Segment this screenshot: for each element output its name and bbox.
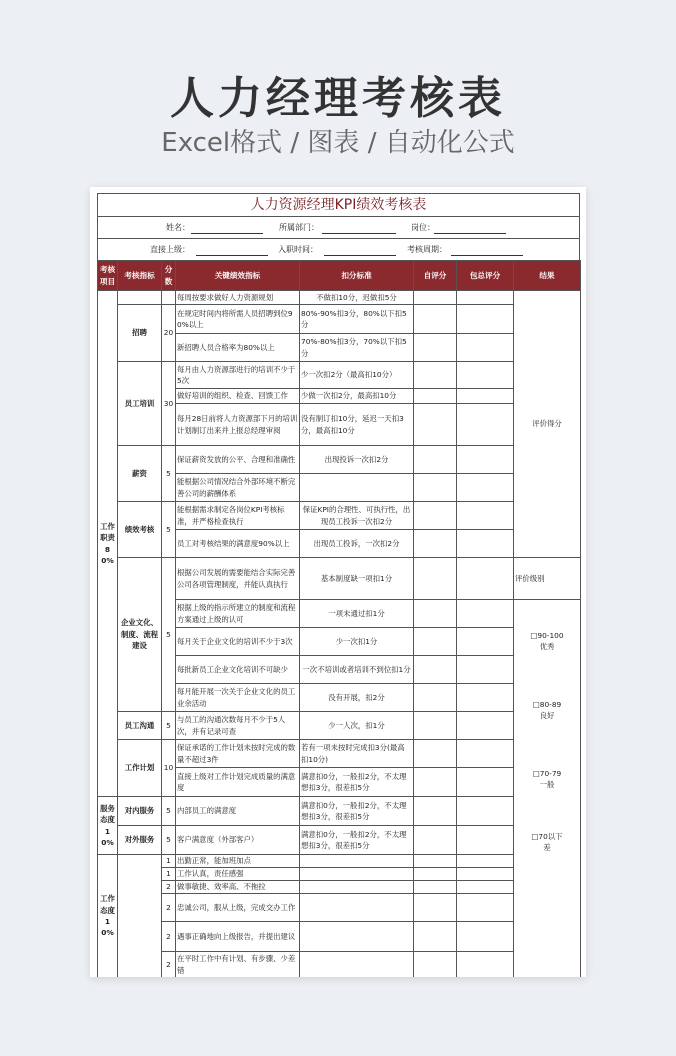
indicator-cell: 对内服务 [118,797,162,826]
sheet-title: 人力资源经理KPI绩效考核表 [97,193,580,216]
deduction-cell: 没有制订扣10分，延迟一天扣3分，最高扣10分 [300,404,414,446]
self-score-cell[interactable] [414,305,457,334]
col-header-score: 分数 [162,261,176,291]
deduction-cell: 满意扣0分，一般扣2分，不太理想扣3分，很差扣5分 [300,826,414,855]
department-label: 所属部门： [279,223,319,232]
self-score-cell[interactable] [414,404,457,446]
self-score-cell[interactable] [414,740,457,768]
indicator-cell: 企业文化、制度、流程建设 [118,558,162,712]
evaluator-score-cell[interactable] [457,404,514,446]
kpi-cell: 客户满意度（外部客户） [176,826,300,855]
table-row [98,952,581,978]
col-header-kpi: 关键绩效指标 [176,261,300,291]
category-service: 服务态度10% [98,797,118,855]
grade-options [514,600,581,978]
deduction-cell: 少一次扣1分 [300,628,414,656]
score-cell: 5 [162,558,176,712]
kpi-cell: 保证薪资发放的公平、合理和准确性 [176,446,300,474]
evaluator-score-cell[interactable] [457,389,514,404]
deduction-cell [300,922,414,952]
evaluator-score-cell[interactable] [457,474,514,502]
evaluator-score-cell[interactable] [457,712,514,740]
self-score-cell[interactable] [414,855,457,868]
col-header-indicator: 考核指标 [118,261,162,291]
self-score-cell[interactable] [414,922,457,952]
table-row [98,362,581,389]
kpi-cell: 每月关于企业文化的培训不少于3次 [176,628,300,656]
col-header-self: 自评分 [414,261,457,291]
deduction-cell [300,894,414,922]
table-row [98,502,581,530]
evaluator-score-cell[interactable] [457,656,514,684]
table-row [98,446,581,474]
kpi-cell: 新招聘人员合格率为80%以上 [176,334,300,362]
evaluator-score-cell[interactable] [457,291,514,305]
evaluator-score-cell[interactable] [457,502,514,530]
score-cell: 1 [162,855,176,868]
deduction-cell: 一次不培训或者培训不到位扣1分 [300,656,414,684]
self-score-cell[interactable] [414,881,457,894]
evaluator-score-cell[interactable] [457,868,514,881]
score-cell: 5 [162,502,176,558]
deduction-cell: 满意扣0分，一般扣2分，不太理想扣3分，很差扣5分 [300,768,414,797]
indicator-cell [118,855,162,978]
score-cell: 5 [162,712,176,740]
kpi-cell: 遇事正确地向上级报告，并提出建议 [176,922,300,952]
self-score-cell[interactable] [414,600,457,628]
evaluator-score-cell[interactable] [457,684,514,712]
deduction-cell: 80%-90%扣3分，80%以下扣5分 [300,305,414,334]
table-row [98,740,581,768]
evaluator-score-cell[interactable] [457,305,514,334]
deduction-cell: 少一人次，扣1分 [300,712,414,740]
kpi-cell: 直接上级对工作计划完成质量的满意度 [176,768,300,797]
grade-option-excellent[interactable]: □90-100 优秀 [530,631,564,652]
evaluator-score-cell[interactable] [457,446,514,474]
self-score-cell[interactable] [414,502,457,530]
self-score-cell[interactable] [414,894,457,922]
score-cell: 5 [162,826,176,855]
category-attitude: 工作态度10% [98,855,118,978]
result-grade-label: 评价级别 [514,558,581,600]
self-score-cell[interactable] [414,656,457,684]
page-title: 人力经理考核表 [170,73,506,124]
table-row [98,305,581,334]
kpi-cell: 根据公司发展的需要能结合实际完善公司各项管理制度，并能认真执行 [176,558,300,600]
table-row [98,922,581,952]
deduction-cell [300,952,414,978]
supervisor-label: 直接上级： [150,245,190,254]
evaluator-score-cell[interactable] [457,362,514,389]
kpi-cell: 每月由人力资源部进行的培训不少于5次 [176,362,300,389]
deduction-cell [300,855,414,868]
kpi-cell: 内部员工的满意度 [176,797,300,826]
deduction-cell: 不做扣10分，迟做扣5分 [300,291,414,305]
kpi-cell: 每月28日前将人力资源部下月的培训计划制订出来并上报总经理审阅 [176,404,300,446]
kpi-cell: 每批新员工企业文化培训不可缺少 [176,656,300,684]
deduction-cell: 少做一次扣2分，最高扣10分 [300,389,414,404]
evaluator-score-cell[interactable] [457,894,514,922]
kpi-cell: 能根据需求制定各岗位KPI考核标准，并严格检查执行 [176,502,300,530]
evaluator-score-cell[interactable] [457,922,514,952]
deduction-cell: 基本制度缺一项扣1分 [300,558,414,600]
grade-option-average[interactable]: □70-79 一般 [532,768,562,790]
indicator-cell: 招聘 [118,305,162,362]
evaluator-score-cell[interactable] [457,797,514,826]
evaluator-score-cell[interactable] [457,628,514,656]
deduction-cell: 少一次扣2分（最高扣10分） [300,362,414,389]
grade-option-poor[interactable]: □70以下 差 [531,831,563,853]
kpi-cell: 能根据公司情况结合外部环境不断完善公司的薪酬体系 [176,474,300,502]
score-cell: 30 [162,362,176,446]
entry-date-label: 入职时间： [278,245,318,254]
col-header-evaluator: 包总评分 [457,261,514,291]
kpi-cell: 保证承诺的工作计划未按时完成的数量不超过3件 [176,740,300,768]
col-header-result: 结果 [514,261,581,291]
kpi-cell: 与员工的沟通次数每月不少于5人次，并有记录可查 [176,712,300,740]
position-label: 岗位： [411,223,435,232]
table-row [98,894,581,922]
self-score-cell[interactable] [414,684,457,712]
entry-date-field[interactable] [324,243,396,256]
evaluator-score-cell[interactable] [457,334,514,362]
category-work: 工作职责80% [98,291,118,797]
score-cell: 2 [162,922,176,952]
info-row-1 [97,216,580,238]
deduction-cell: 出现投诉一次扣2分 [300,446,414,474]
table-row [98,558,581,600]
info-row-2 [97,238,580,260]
score-cell: 10 [162,740,176,797]
deduction-cell: 70%-80%扣3分，70%以下扣5分 [300,334,414,362]
score-cell: 2 [162,952,176,978]
evaluator-score-cell[interactable] [457,530,514,558]
indicator-cell: 员工培训 [118,362,162,446]
evaluator-score-cell[interactable] [457,881,514,894]
deduction-cell: 一项未通过扣1分 [300,600,414,628]
evaluator-score-cell[interactable] [457,740,514,768]
table-row [98,881,581,894]
period-field[interactable] [451,243,523,256]
kpi-cell: 根据上级的指示所建立的制度和流程方案通过上级的认可 [176,600,300,628]
self-score-cell[interactable] [414,826,457,855]
self-score-cell[interactable] [414,558,457,600]
self-score-cell[interactable] [414,868,457,881]
page-subtitle: Excel格式 / 图表 / 自动化公式 [161,128,515,158]
kpi-cell: 出勤正常，能加班加点 [176,855,300,868]
self-score-cell[interactable] [414,768,457,797]
evaluator-score-cell[interactable] [457,558,514,600]
col-header-deduction: 扣分标准 [300,261,414,291]
deduction-cell [300,881,414,894]
kpi-cell: 每月能开展一次关于企业文化的员工业余活动 [176,684,300,712]
deduction-cell: 没有开展，扣2分 [300,684,414,712]
name-label: 姓名： [166,223,190,232]
indicator-cell: 工作计划 [118,740,162,797]
deduction-cell: 保证KPI的合理性、可执行性，出现员工投诉一次扣2分 [300,502,414,530]
supervisor-field[interactable] [196,243,268,256]
self-score-cell[interactable] [414,797,457,826]
col-header-category: 考核项目 [98,261,118,291]
self-score-cell[interactable] [414,389,457,404]
self-score-cell[interactable] [414,446,457,474]
kpi-cell: 做事敏捷、效率高、不拖拉 [176,881,300,894]
kpi-cell: 工作认真，责任感强 [176,868,300,881]
score-cell: 2 [162,881,176,894]
evaluator-score-cell[interactable] [457,768,514,797]
kpi-cell: 忠诚公司，服从上级，完成交办工作 [176,894,300,922]
table-row [98,712,581,740]
score-cell: 2 [162,894,176,922]
kpi-cell: 在平时工作中有计划、有步骤、少差错 [176,952,300,978]
kpi-cell: 在规定时间内将所需人员招聘到位90%以上 [176,305,300,334]
sheet-content [97,193,580,977]
self-score-cell[interactable] [414,362,457,389]
evaluator-score-cell[interactable] [457,600,514,628]
position-field[interactable] [434,221,506,234]
indicator-cell: 对外服务 [118,826,162,855]
self-score-cell[interactable] [414,291,457,305]
evaluator-score-cell[interactable] [457,952,514,978]
self-score-cell[interactable] [414,628,457,656]
period-label: 考核周期： [407,245,447,254]
name-field[interactable] [191,221,263,234]
indicator-cell: 员工沟通 [118,712,162,740]
table-row [98,826,581,855]
self-score-cell[interactable] [414,712,457,740]
deduction-cell: 满意扣0分，一般扣2分，不太理想扣3分，很差扣5分 [300,797,414,826]
table-header-row [98,261,581,291]
table-row [98,797,581,826]
indicator-cell: 薪资 [118,446,162,502]
self-score-cell[interactable] [414,530,457,558]
indicator-cell: 绩效考核 [118,502,162,558]
kpi-cell: 每周按要求做好人力资源规划 [176,291,300,305]
score-cell: 5 [162,797,176,826]
result-score-label: 评价得分 [514,291,581,558]
self-score-cell[interactable] [414,334,457,362]
table-row [98,855,581,868]
deduction-cell [300,868,414,881]
kpi-cell: 员工对考核结果的满意度90%以上 [176,530,300,558]
kpi-cell: 做好培训的组织、检查、回馈工作 [176,389,300,404]
table-row [98,291,581,305]
evaluator-score-cell[interactable] [457,826,514,855]
department-field[interactable] [322,221,396,234]
deduction-cell: 若有一项未按时完成扣3分(最高扣10分) [300,740,414,768]
deduction-cell: 出现员工投诉，一次扣2分 [300,530,414,558]
self-score-cell[interactable] [414,952,457,978]
kpi-table [97,260,581,977]
spreadsheet-preview [90,187,586,977]
deduction-cell [300,474,414,502]
table-row [98,868,581,881]
score-cell: 20 [162,305,176,362]
score-cell: 1 [162,868,176,881]
score-cell: 5 [162,446,176,502]
grade-option-good[interactable]: □80-89 良好 [532,699,562,721]
evaluator-score-cell[interactable] [457,855,514,868]
self-score-cell[interactable] [414,474,457,502]
